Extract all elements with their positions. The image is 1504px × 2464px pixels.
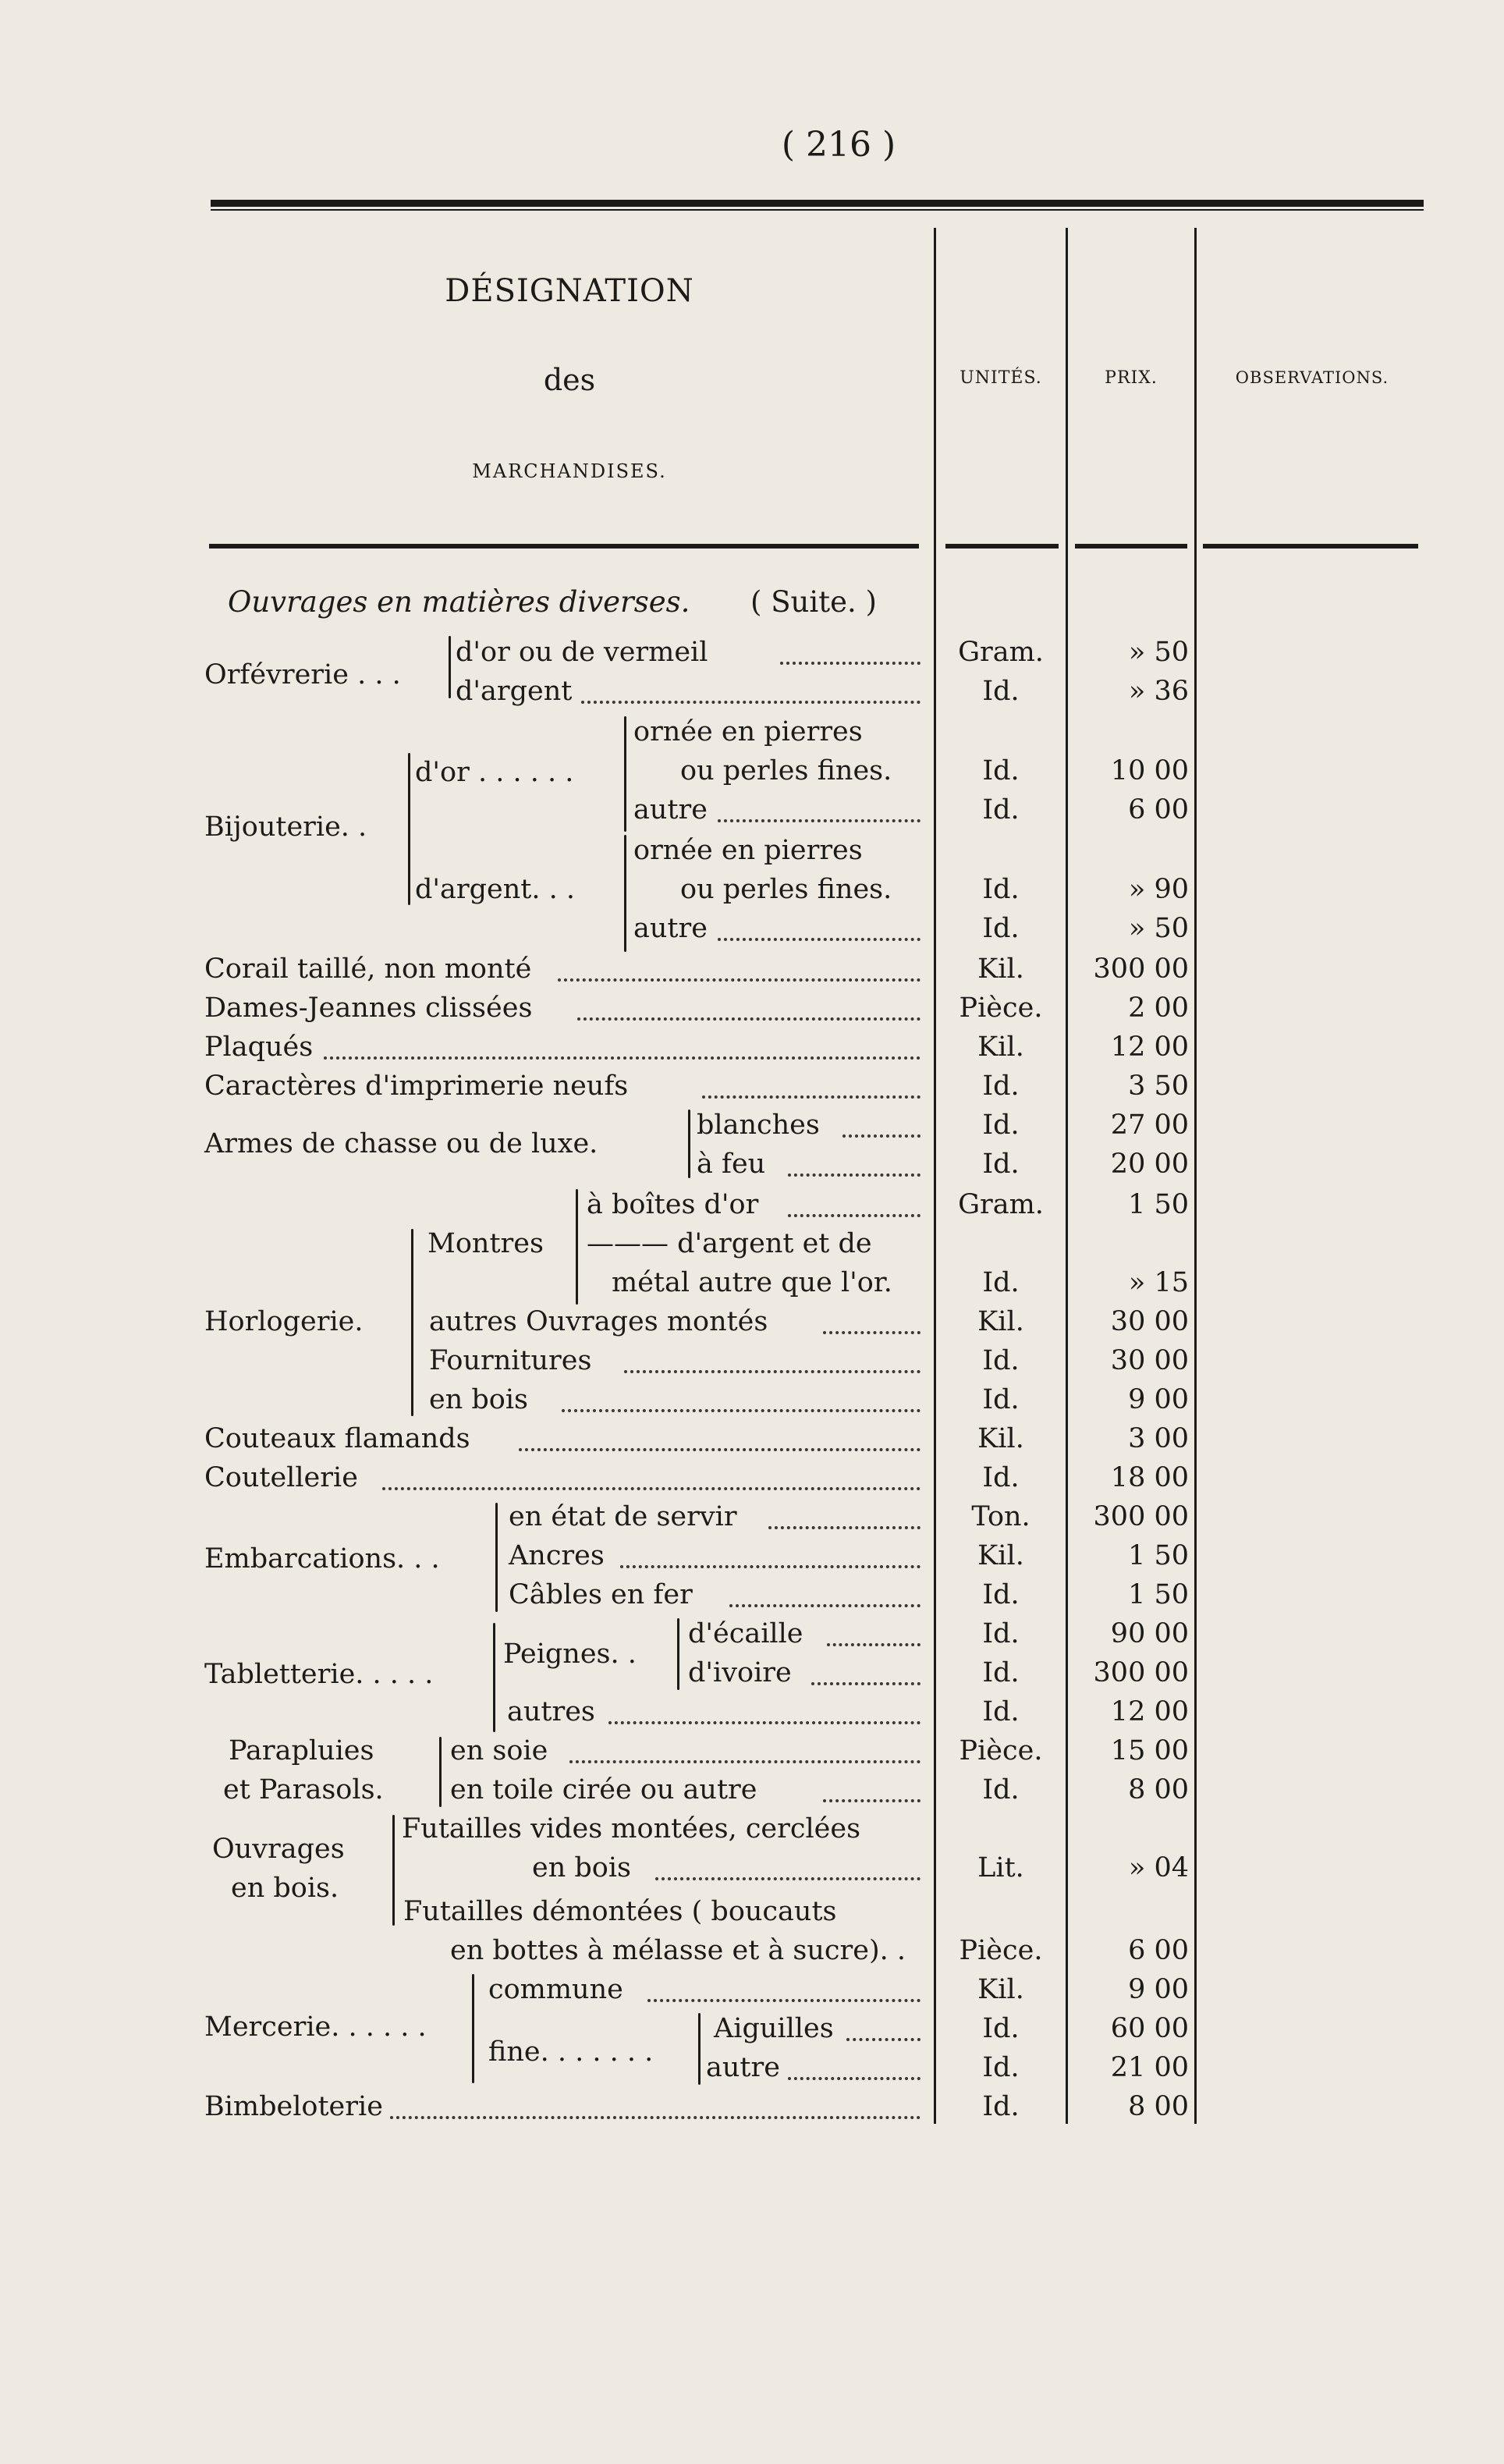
price-cell: 18 00 xyxy=(1110,1462,1189,1493)
unit-cell: Id. xyxy=(982,1462,1020,1493)
label-boites-or: à boîtes d'or xyxy=(587,1189,759,1220)
header-price: PRIX. xyxy=(1105,368,1158,388)
label-etat-servir: en état de servir xyxy=(509,1501,737,1532)
price-cell: 12 00 xyxy=(1110,1696,1189,1727)
label-bimbeloterie: Bimbeloterie xyxy=(204,2091,383,2122)
page-number: ( 216 ) xyxy=(781,125,896,165)
price-cell: » 04 xyxy=(1128,1852,1189,1884)
label-plaques: Plaqués xyxy=(204,1031,314,1063)
brace xyxy=(576,1189,578,1305)
unit-cell: Pièce. xyxy=(959,992,1043,1024)
price-cell: 21 00 xyxy=(1110,2052,1189,2083)
label-ornee-2a: ornée en pierres xyxy=(633,835,863,866)
unit-cell: Id. xyxy=(982,1345,1020,1376)
brace xyxy=(624,716,626,832)
unit-cell: Id. xyxy=(982,1774,1020,1805)
unit-cell: Id. xyxy=(982,755,1020,786)
label-bijouterie: Bijouterie. . xyxy=(204,811,367,843)
header-rule-3 xyxy=(1075,544,1187,549)
top-rule-thin xyxy=(211,209,1424,211)
brace xyxy=(449,636,451,698)
label-blanches: blanches xyxy=(697,1110,820,1141)
label-fournitures: Fournitures xyxy=(429,1345,592,1376)
label-en-soie: en soie xyxy=(450,1735,548,1766)
unit-cell: Kil. xyxy=(977,1306,1024,1337)
price-cell: 2 00 xyxy=(1128,992,1189,1024)
unit-cell: Kil. xyxy=(977,1540,1024,1571)
unit-cell: Id. xyxy=(982,2091,1020,2122)
header-observations: OBSERVATIONS. xyxy=(1235,368,1389,387)
unit-cell: Id. xyxy=(982,2052,1020,2083)
brace xyxy=(493,1623,495,1732)
section-suite: ( Suite. ) xyxy=(750,585,877,619)
brace xyxy=(408,753,410,905)
brace xyxy=(411,1229,413,1416)
label-argent: d'argent xyxy=(456,676,573,707)
unit-cell: Id. xyxy=(982,794,1020,825)
label-argent-metal-a: ——— d'argent et de xyxy=(587,1228,872,1259)
price-cell: 30 00 xyxy=(1110,1345,1189,1376)
price-cell: 10 00 xyxy=(1110,755,1189,786)
unit-cell: Id. xyxy=(982,1110,1020,1141)
brace xyxy=(472,1974,474,2083)
header-designation: DÉSIGNATION xyxy=(445,273,694,309)
brace xyxy=(495,1503,498,1612)
brace xyxy=(439,1737,442,1807)
label-armes: Armes de chasse ou de luxe. xyxy=(204,1128,598,1159)
col-divider-obs xyxy=(1194,228,1197,2124)
label-autre-merc: autre xyxy=(706,2052,780,2083)
unit-cell: Id. xyxy=(982,1267,1020,1298)
label-tabletterie: Tabletterie. . . . . xyxy=(204,1659,434,1690)
brace xyxy=(677,1618,679,1690)
label-en-bois: en bois xyxy=(429,1384,529,1415)
header-des: des xyxy=(543,363,596,397)
price-cell: 1 50 xyxy=(1128,1579,1189,1610)
price-cell: » 50 xyxy=(1128,913,1189,944)
label-commune: commune xyxy=(488,1974,623,2005)
section-title: Ouvrages en matières diverses. xyxy=(228,585,690,619)
label-ouvrages-a: Ouvrages xyxy=(212,1834,345,1865)
label-aiguilles: Aiguilles xyxy=(714,2013,834,2044)
top-rule xyxy=(211,200,1424,207)
price-cell: 6 00 xyxy=(1128,794,1189,825)
label-cables: Câbles en fer xyxy=(509,1579,693,1610)
price-cell: 300 00 xyxy=(1093,1657,1189,1688)
label-peignes: Peignes. . xyxy=(503,1639,637,1670)
price-cell: 15 00 xyxy=(1110,1735,1189,1766)
unit-cell: Id. xyxy=(982,1070,1020,1102)
header-marchandises: MARCHANDISES. xyxy=(472,460,667,482)
price-cell: » 36 xyxy=(1128,676,1189,707)
header-rule-4 xyxy=(1203,544,1418,549)
label-ornee-1b: ou perles fines. xyxy=(680,755,892,786)
label-dames: Dames-Jeannes clissées xyxy=(204,992,533,1024)
price-cell: » 90 xyxy=(1128,874,1189,905)
label-or-vermeil: d'or ou de vermeil xyxy=(456,637,708,668)
price-cell: 8 00 xyxy=(1128,1774,1189,1805)
label-futailles-v-b: en bois xyxy=(532,1852,632,1884)
label-parapluies-a: Parapluies xyxy=(229,1735,374,1766)
header-rule-1 xyxy=(209,544,919,549)
label-embarcations: Embarcations. . . xyxy=(204,1543,440,1575)
label-divoire: d'ivoire xyxy=(688,1657,792,1688)
price-cell: » 15 xyxy=(1128,1267,1189,1298)
price-cell: 6 00 xyxy=(1128,1935,1189,1966)
brace xyxy=(688,1110,690,1178)
unit-cell: Id. xyxy=(982,1618,1020,1649)
unit-cell: Kil. xyxy=(977,1423,1024,1454)
label-fine: fine. . . . . . . xyxy=(488,2036,654,2068)
price-cell: 8 00 xyxy=(1128,2091,1189,2122)
label-parapluies-b: et Parasols. xyxy=(223,1774,384,1805)
unit-cell: Kil. xyxy=(977,1974,1024,2005)
unit-cell: Id. xyxy=(982,1384,1020,1415)
unit-cell: Id. xyxy=(982,874,1020,905)
label-afeu: à feu xyxy=(697,1149,766,1180)
price-cell: 9 00 xyxy=(1128,1974,1189,2005)
price-cell: 1 50 xyxy=(1128,1540,1189,1571)
label-couteaux: Couteaux flamands xyxy=(204,1423,470,1454)
unit-cell: Gram. xyxy=(958,637,1044,668)
unit-cell: Id. xyxy=(982,1579,1020,1610)
label-autre-2: autre xyxy=(633,913,708,944)
label-caracteres: Caractères d'imprimerie neufs xyxy=(204,1070,629,1102)
price-cell: 27 00 xyxy=(1110,1110,1189,1141)
price-cell: 20 00 xyxy=(1110,1149,1189,1180)
label-futailles-d-a: Futailles démontées ( boucauts xyxy=(403,1896,837,1927)
label-ornee-1a: ornée en pierres xyxy=(633,716,863,747)
label-toile-ciree: en toile cirée ou autre xyxy=(450,1774,757,1805)
unit-cell: Id. xyxy=(982,1657,1020,1688)
label-dargent: d'argent. . . xyxy=(415,874,575,905)
brace xyxy=(392,1815,395,1926)
unit-cell: Gram. xyxy=(958,1189,1044,1220)
unit-cell: Lit. xyxy=(977,1852,1024,1884)
label-montres: Montres xyxy=(427,1228,544,1259)
price-cell: 12 00 xyxy=(1110,1031,1189,1063)
price-cell: 9 00 xyxy=(1128,1384,1189,1415)
price-cell: 3 00 xyxy=(1128,1423,1189,1454)
header-units: UNITÉS. xyxy=(960,368,1042,388)
price-cell: 90 00 xyxy=(1110,1618,1189,1649)
price-cell: 300 00 xyxy=(1093,1501,1189,1532)
label-decaille: d'écaille xyxy=(688,1618,803,1649)
unit-cell: Id. xyxy=(982,676,1020,707)
label-ouvrages-b: en bois. xyxy=(231,1873,339,1904)
price-cell: 300 00 xyxy=(1093,953,1189,985)
label-orfevrerie: Orfévrerie . . . xyxy=(204,659,401,691)
unit-cell: Id. xyxy=(982,913,1020,944)
label-argent-metal-b: métal autre que l'or. xyxy=(612,1267,892,1298)
label-horlogerie: Horlogerie. xyxy=(204,1306,364,1337)
label-futailles-d-b: en bottes à mélasse et à sucre). . xyxy=(450,1935,906,1966)
label-autres-ouvrages: autres Ouvrages montés xyxy=(429,1306,768,1337)
label-dor: d'or . . . . . . xyxy=(415,757,574,788)
price-cell: 60 00 xyxy=(1110,2013,1189,2044)
label-ornee-2b: ou perles fines. xyxy=(680,874,892,905)
price-cell: » 50 xyxy=(1128,637,1189,668)
label-mercerie: Mercerie. . . . . . xyxy=(204,2011,427,2043)
unit-cell: Pièce. xyxy=(959,1735,1043,1766)
unit-cell: Ton. xyxy=(971,1501,1030,1532)
brace xyxy=(698,2013,701,2085)
price-cell: 30 00 xyxy=(1110,1306,1189,1337)
unit-cell: Id. xyxy=(982,1149,1020,1180)
label-corail: Corail taillé, non monté xyxy=(204,953,532,985)
label-ancres: Ancres xyxy=(509,1540,605,1571)
unit-cell: Id. xyxy=(982,2013,1020,2044)
label-coutellerie: Coutellerie xyxy=(204,1462,358,1493)
unit-cell: Kil. xyxy=(977,953,1024,985)
unit-cell: Pièce. xyxy=(959,1935,1043,1966)
label-autre-1: autre xyxy=(633,794,708,825)
price-cell: 3 50 xyxy=(1128,1070,1189,1102)
brace xyxy=(624,835,626,952)
unit-cell: Kil. xyxy=(977,1031,1024,1063)
header-rule-2 xyxy=(945,544,1059,549)
price-cell: 1 50 xyxy=(1128,1189,1189,1220)
label-futailles-v-a: Futailles vides montées, cerclées xyxy=(402,1813,861,1844)
label-autres-tab: autres xyxy=(507,1696,595,1727)
unit-cell: Id. xyxy=(982,1696,1020,1727)
